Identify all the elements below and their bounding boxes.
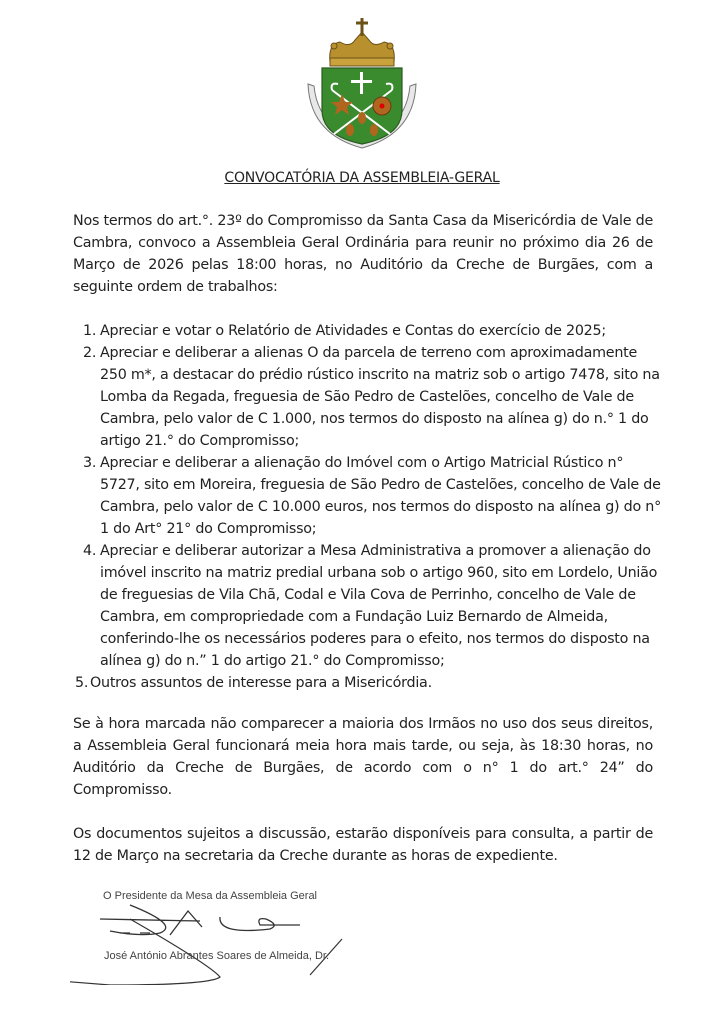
- quorum-paragraph: Se à hora marcada não comparecer a maioria dos Irmãos no uso dos seus direitos, a Assembleia Geral funcionará meia hora mais tarde, ou seja, às 18:30 horas, no Auditório da Creche de Burgães, de acordo com o n° 1 do art.° 24” do Compromisso.: [73, 716, 653, 798]
- agenda-item-number: 4.: [83, 543, 97, 559]
- agenda-item-text: Apreciar e votar o Relatório de Atividades e Contas do exercício de 2025;: [100, 323, 606, 339]
- signature-role: O Presidente da Mesa da Assembleia Geral: [103, 890, 318, 902]
- agenda-item-text: Apreciar e deliberar a alienas O da parcela de terreno com aproximadamente 250 m*, a destacar do prédio rústico inscrito na matriz sob o artigo 7478, sito na Lomba da Regada, freguesia de São Pedro de Castelões, concelho de Vale de Cambra, pelo valor de C 1.000, nos termos do disposto na alínea g) do n.° 1 do artigo 21.° do Compromisso;: [100, 345, 660, 449]
- agenda-item: [73, 452, 663, 540]
- agenda-item-number: 2.: [83, 345, 97, 361]
- intro-paragraph: Nos termos do art.°. 23º do Compromisso da Santa Casa da Misericórdia de Vale de Cambra, convoco a Assembleia Geral Ordinária para reunir no próximo dia 26 de Março de 2026 pelas 18:00 horas, no Auditório da Creche de Burgães, com a seguinte ordem de trabalhos:: [73, 213, 653, 295]
- documents-paragraph: Os documentos sujeitos a discussão, estarão disponíveis para consulta, a partir de 12 de Março na secretaria da Creche durante as horas de expediente.: [73, 826, 653, 864]
- agenda-item-number: 5.: [75, 675, 89, 691]
- handwritten-signature: [70, 895, 370, 985]
- agenda-item-text: Apreciar e deliberar a alienação do Imóvel com o Artigo Matricial Rústico n° 5727, sito em Moreira, freguesia de São Pedro de Castelões, concelho de Vale de Cambra, pelo valor de C 10.000 euros, nos termos do disposto na alínea g) do n° 1 do Art° 21° do Compromisso;: [100, 455, 661, 537]
- agenda-item-text: Outros assuntos de interesse para a Misericórdia.: [90, 675, 432, 691]
- agenda-item-number: 1.: [83, 323, 97, 339]
- agenda-item-text: Apreciar e deliberar autorizar a Mesa Administrativa a promover a alienação do imóvel inscrito na matriz predial urbana sob o artigo 960, sito em Lordelo, União de freguesias de Vila Chã, Codal e Vila Cova de Perrinho, concelho de Vale de Cambra, em compropriedade com a Fundação Luiz Bernardo de Almeida, conferindo-lhe os necessários poderes para o efeito, nos termos do disposto na alínea g) do n.” 1 do artigo 21.° do Compromisso;: [100, 543, 658, 669]
- agenda-item: [73, 672, 663, 694]
- agenda-item-number: 3.: [83, 455, 97, 471]
- signature-name: José António Abrantes Soares de Almeida, Dr.: [104, 950, 330, 962]
- agenda-item: [73, 320, 663, 342]
- crest-logo: [300, 14, 425, 154]
- agenda-item: [73, 540, 663, 672]
- crest-icon: [300, 14, 425, 154]
- page-title: CONVOCATÓRIA DA ASSEMBLEIA-GERAL: [224, 170, 500, 186]
- agenda-list: [73, 320, 663, 694]
- agenda-item: [73, 342, 663, 452]
